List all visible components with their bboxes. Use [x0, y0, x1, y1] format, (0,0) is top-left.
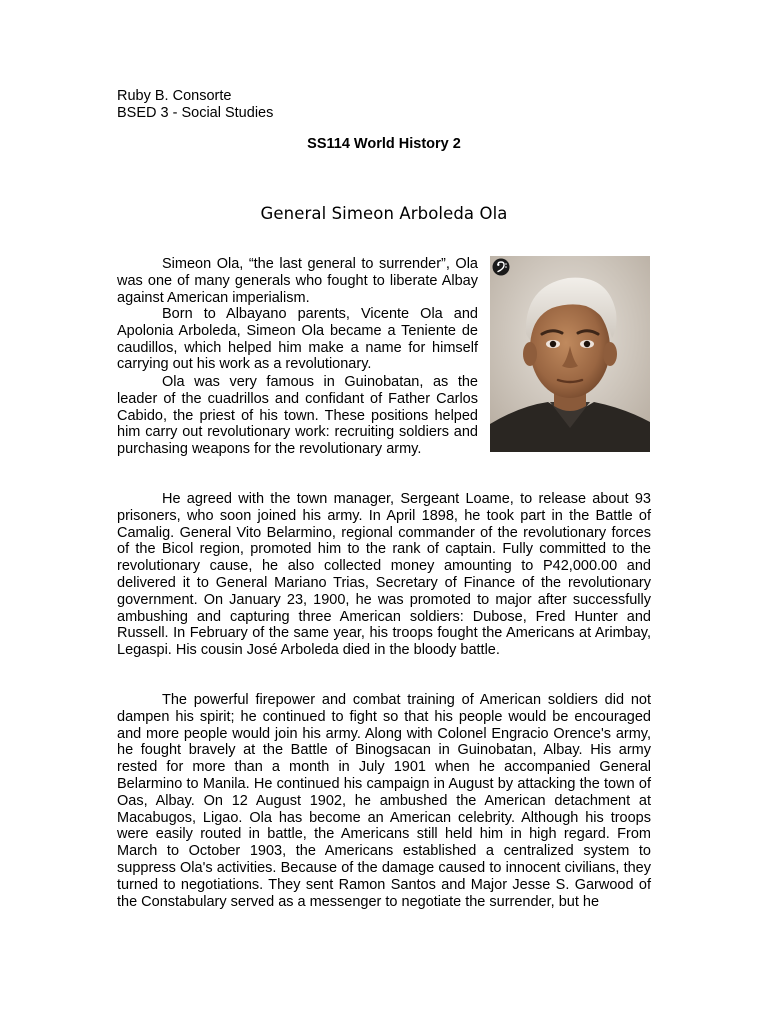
portrait-right-eye — [584, 341, 590, 347]
paragraph-military-career: He agreed with the town manager, Sergeant Loame, to release about 93 prisoners, who soon joined his army. In April 1898, he took part in the Battle of Camalig. General Vito Belarmino, regional commander of the revolutionary forces of the Bicol region, promoted him to the rank of captain. Fully committed to the revolutionary cause, he also collected money amounting to P42,000.00 and delivered it to General Mariano Trias, Secretary of Finance of the revolutionary government. On January 23, 1900, he was promoted to major after successfully ambushing and capturing three American soldiers: Dubose, Fred Hunter and Russell. In February of the same year, his troops fought the Americans at Arimbay, Legaspi. His cousin José Arboleda died in the bloody battle. — [117, 491, 651, 659]
bass-clef-icon — [492, 258, 510, 276]
portrait-illustration — [490, 256, 650, 452]
program-name: BSED 3 - Social Studies — [117, 105, 274, 121]
paragraph-guinobatan: Ola was very famous in Guinobatan, as the leader of the cuadrillos and confidant of Father Carlos Cabido, the priest of his town. These positions helped him carry out revolutionary work: recruiting soldiers and purchasing weapons for the revolutionary army. — [117, 374, 478, 458]
document-title: General Simeon Arboleda Ola — [260, 204, 508, 223]
portrait-left-eye — [550, 341, 556, 347]
course-title: SS114 World History 2 — [307, 136, 461, 152]
portrait-image — [490, 256, 650, 452]
paragraph-intro: Simeon Ola, “the last general to surrender”, Ola was one of many generals who fought to liberate Albay against American imperialism. — [117, 256, 478, 306]
author-name: Ruby B. Consorte — [117, 88, 232, 104]
paragraph-parents: Born to Albayano parents, Vicente Ola and Apolonia Arboleda, Simeon Ola became a Teniente de caudillos, which helped him make a name for himself carrying out his work as a revolutionary. — [117, 306, 478, 373]
paragraph-campaign: The powerful firepower and combat training of American soldiers did not dampen his spirit; he continued to fight so that his people would be encouraged and more people would join his army. Along with Colonel Engracio Orence's army, he fought bravely at the Battle of Binogsacan in Guinobatan, Albay. His army rested for more than a month in July 1901 when he accompanied General Belarmino to Manila. He continued his campaign in August by attacking the town of Oas, Albay. On 12 August 1902, he ambushed the American detachment at Macabugos, Ligao. Ola has become an American celebrity. Although his troops were easily routed in battle, the Americans still held him in high regard. From March to October 1903, the Americans established a centralized system to suppress Ola's activities. Because of the damage caused to innocent civilians, they turned to negotiations. They sent Ramon Santos and Major Jesse S. Garwood of the Constabulary served as a messenger to negotiate the surrender, but he — [117, 692, 651, 910]
